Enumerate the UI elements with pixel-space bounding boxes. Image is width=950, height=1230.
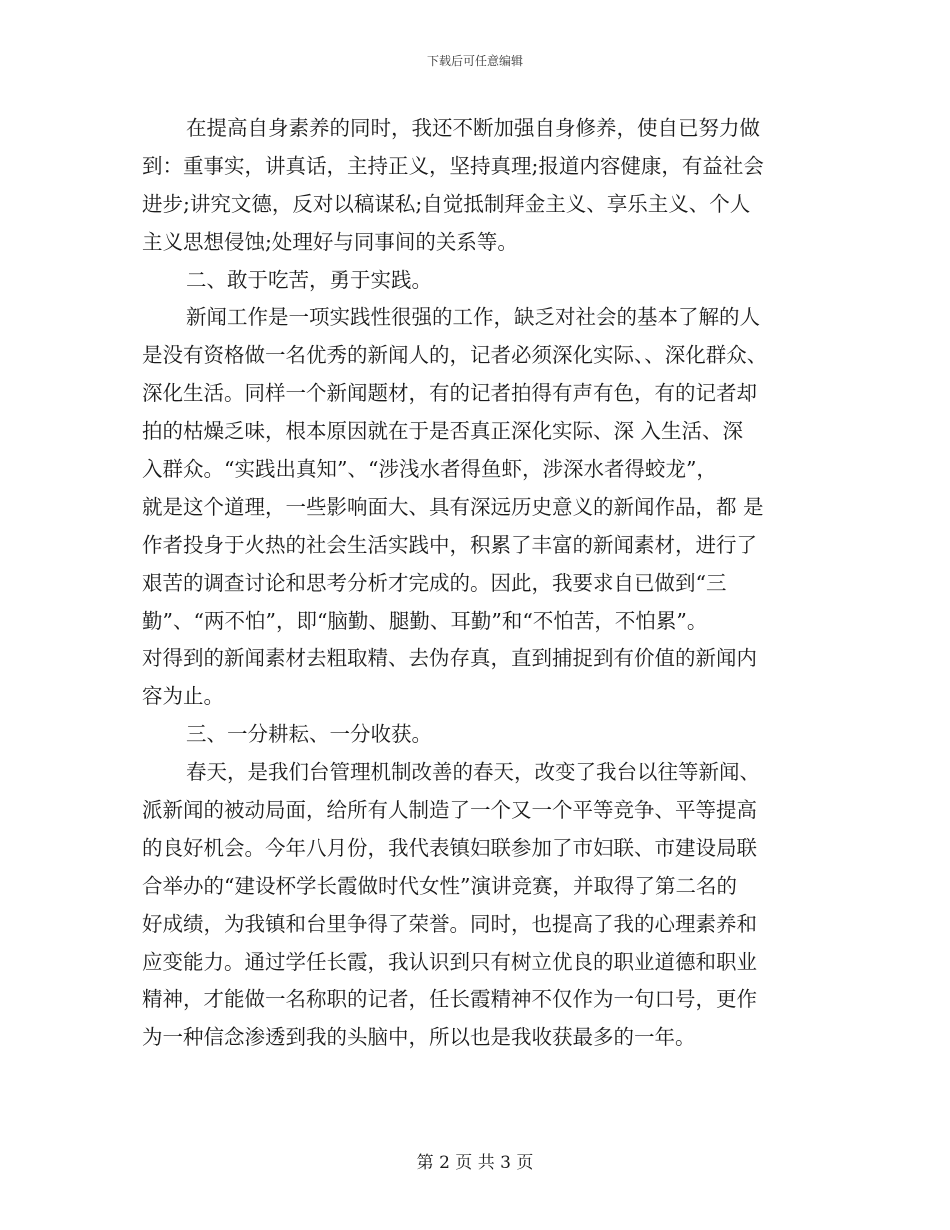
paragraph-line: 进步;讲究文德，反对以稿谋私;自觉抵制拜金主义、享乐主义、个人 [142, 191, 751, 216]
paragraph-line: 拍的枯燥乏味，根本原因就在于是否真正深化实际、深 入生活、深 [142, 419, 744, 444]
paragraph-line: 就是这个道理，一些影响面大、具有深远历史意义的新闻作品，都 是 [142, 494, 764, 519]
paragraph-line: 在提高自身素养的同时，我还不断加强自身修养，使自已努力做 [186, 116, 760, 140]
paragraph-line: 合举办的“建设杯学长霞做时代女性”演讲竞赛，并取得了第二名的 [142, 873, 737, 898]
section-heading: 二、敢于吃苦，勇于实践。 [186, 267, 432, 292]
paragraph-line: 应变能力。通过学任长霞，我认识到只有树立优良的职业道德和职业 [142, 949, 757, 974]
paragraph-line: 春天，是我们台管理机制改善的春天，改变了我台以往等新闻、 [186, 760, 760, 785]
paragraph-line: 好成绩，为我镇和台里争得了荣誉。同时，也提高了我的心理素养和 [142, 911, 757, 936]
paragraph-line: 艰苦的调查讨论和思考分析才完成的。因此，我要求自已做到“三 [142, 570, 727, 595]
paragraph-line: 作者投身于火热的社会生活实践中，积累了丰富的新闻素材，进行了 [142, 532, 757, 557]
paragraph-line: 勤”、“两不怕”，即“脑勤、腿勤、耳勤”和“不怕苦，不怕累”。 [142, 608, 708, 633]
paragraph-line: 新闻工作是一项实践性很强的工作，缺乏对社会的基本了解的人 [186, 305, 760, 330]
paragraph-line: 为一种信念渗透到我的头脑中，所以也是我收获最多的一年。 [142, 1025, 696, 1050]
document-body [142, 110, 802, 1057]
paragraph-line: 主义思想侵蚀;处理好与同事间的关系等。 [142, 229, 518, 254]
paragraph-line: 精神，才能做一名称职的记者，任长霞精神不仅作为一句口号，更作 [142, 987, 757, 1012]
page-header: 下载后可任意编辑 [426, 54, 523, 68]
paragraph-line: 对得到的新闻素材去粗取精、去伪存真，直到捕捉到有价值的新闻内 [142, 646, 757, 671]
paragraph-line: 是没有资格做一名优秀的新闻人的，记者必须深化实际、、深化群众、 [142, 343, 768, 368]
paragraph-line: 容为止。 [142, 684, 224, 709]
section-heading: 三、一分耕耘、一分收获。 [186, 722, 432, 747]
paragraph-line: 派新闻的被动局面，给所有人制造了一个又一个平等竞争、平等提高 [142, 798, 757, 823]
paragraph-line: 到：重事实，讲真话，主持正义，坚持真理;报道内容健康，有益社会 [142, 153, 764, 178]
paragraph-line: 入群众。“实践出真知”、“涉浅水者得鱼虾，涉深水者得蛟龙”， [142, 457, 717, 482]
page-number: 第 2 页 共 3 页 [416, 1153, 534, 1173]
paragraph-line: 深化生活。同样一个新闻题材，有的记者拍得有声有色，有的记者却 [142, 381, 757, 406]
paragraph-line: 的良好机会。今年八月份，我代表镇妇联参加了市妇联、市建设局联 [142, 835, 757, 860]
